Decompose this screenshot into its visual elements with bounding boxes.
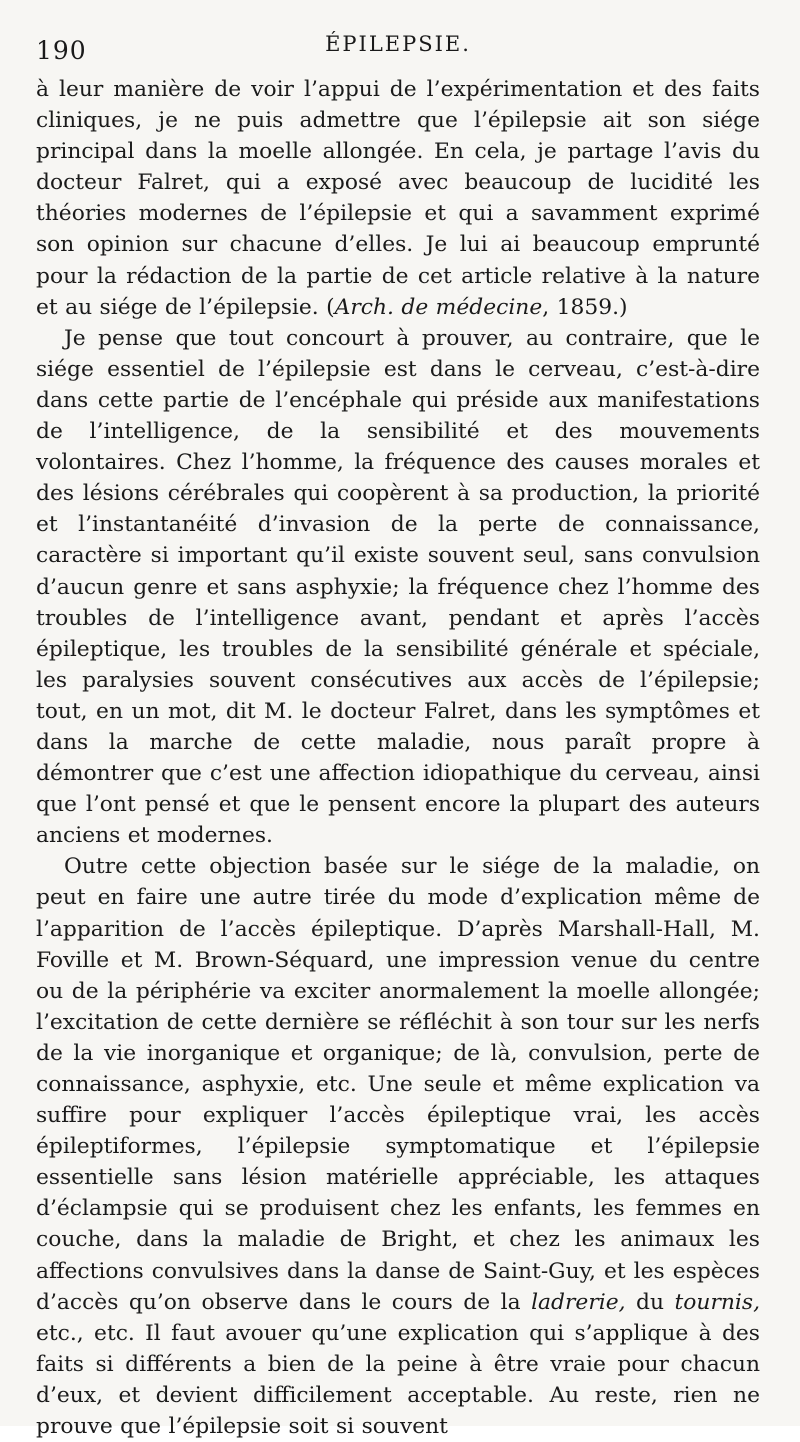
paragraph-3-text-3: etc., etc. Il faut avouer qu’une explication qui s’applique à des faits si différents a bien de la peine à être vraie pour chacun d’eux, et devient difficilement acceptable. Au reste, rien ne prouve que l’épilepsie soit si souvent xyxy=(36,1320,760,1440)
paragraph-3 xyxy=(36,851,760,1442)
term-ladrerie: ladrerie, xyxy=(531,1289,626,1315)
citation-journal-title: Arch. de médecine xyxy=(334,294,543,320)
page-number: 190 xyxy=(36,36,87,65)
paragraph-3-text-1: Outre cette objection basée sur le siége de la maladie, on peut en faire une autre tirée du mode d’explication même de l’apparition de l’accès épileptique. D’après Marshall-Hall, M. Foville et M. Brown-Séquard, une impression venue du centre ou de la périphérie va exciter anormalement la moelle allongée; l’excitation de cette dernière se réfléchit à son tour sur les nerfs de la vie inorganique et organique; de là, convulsion, perte de connaissance, asphyxie, etc. Une seule et même explication va suffire pour expliquer l’accès épileptique vrai, les accès épileptiformes, l’épilepsie symptomatique et l’épilepsie essentielle sans lésion matérielle appréciable, les attaques d’éclampsie qui se produisent chez les enfants, les femmes en couche, dans la maladie de Bright, et chez les animaux les affections convulsives dans la danse de Saint-Guy, et les espèces d’accès qu’on observe dans le cours de la xyxy=(36,854,760,1315)
paragraph-1-text-1: à leur manière de voir l’appui de l’expérimentation et des faits cliniques, je ne puis admettre que l’épilepsie ait son siége principal dans la moelle allongée. En cela, je partage l’avis du docteur Falret, qui a exposé avec beaucoup de lucidité les théories modernes de l’épilepsie et qui a savamment exprimé son opinion sur chacune d’elles. Je lui ai beaucoup emprunté pour la rédaction de la partie de cet article relative à la nature et au siége de l’épilepsie. ( xyxy=(36,77,760,320)
paragraph-3-text-2: du xyxy=(625,1289,675,1315)
running-title: ÉPILEPSIE. xyxy=(325,32,471,56)
paragraph-1-text-2: , 1859.) xyxy=(542,294,628,320)
running-head xyxy=(36,28,760,74)
paragraph-2 xyxy=(36,323,760,852)
term-tournis: tournis, xyxy=(674,1289,761,1315)
paragraph-1 xyxy=(36,74,760,323)
body-text xyxy=(36,74,760,1442)
paragraph-2-text: Je pense que tout concourt à prouver, au contraire, que le siége essentiel de l’épilepsie est dans le cerveau, c’est-à-dire dans cette partie de l’encéphale qui préside aux manifestations de l’intelligence, de la sensibilité et des mouvements volontaires. Chez l’homme, la fréquence des causes morales et des lésions cérébrales qui coopèrent à sa production, la priorité et l’instantanéité d’invasion de la perte de connaissance, caractère si important qu’il existe souvent seul, sans convulsion d’aucun genre et sans asphyxie; la fréquence chez l’homme des troubles de l’intelligence avant, pendant et après l’accès épileptique, les troubles de la sensibilité générale et spéciale, les paralysies souvent consécutives aux accès de l’épilepsie; tout, en un mot, dit M. le docteur Falret, dans les symptômes et dans la marche de cette maladie, nous paraît propre à démontrer que c’est une affection idiopathique du cerveau, ainsi que l’ont pensé et que le pensent encore la plupart des auteurs anciens et modernes. xyxy=(36,325,760,849)
